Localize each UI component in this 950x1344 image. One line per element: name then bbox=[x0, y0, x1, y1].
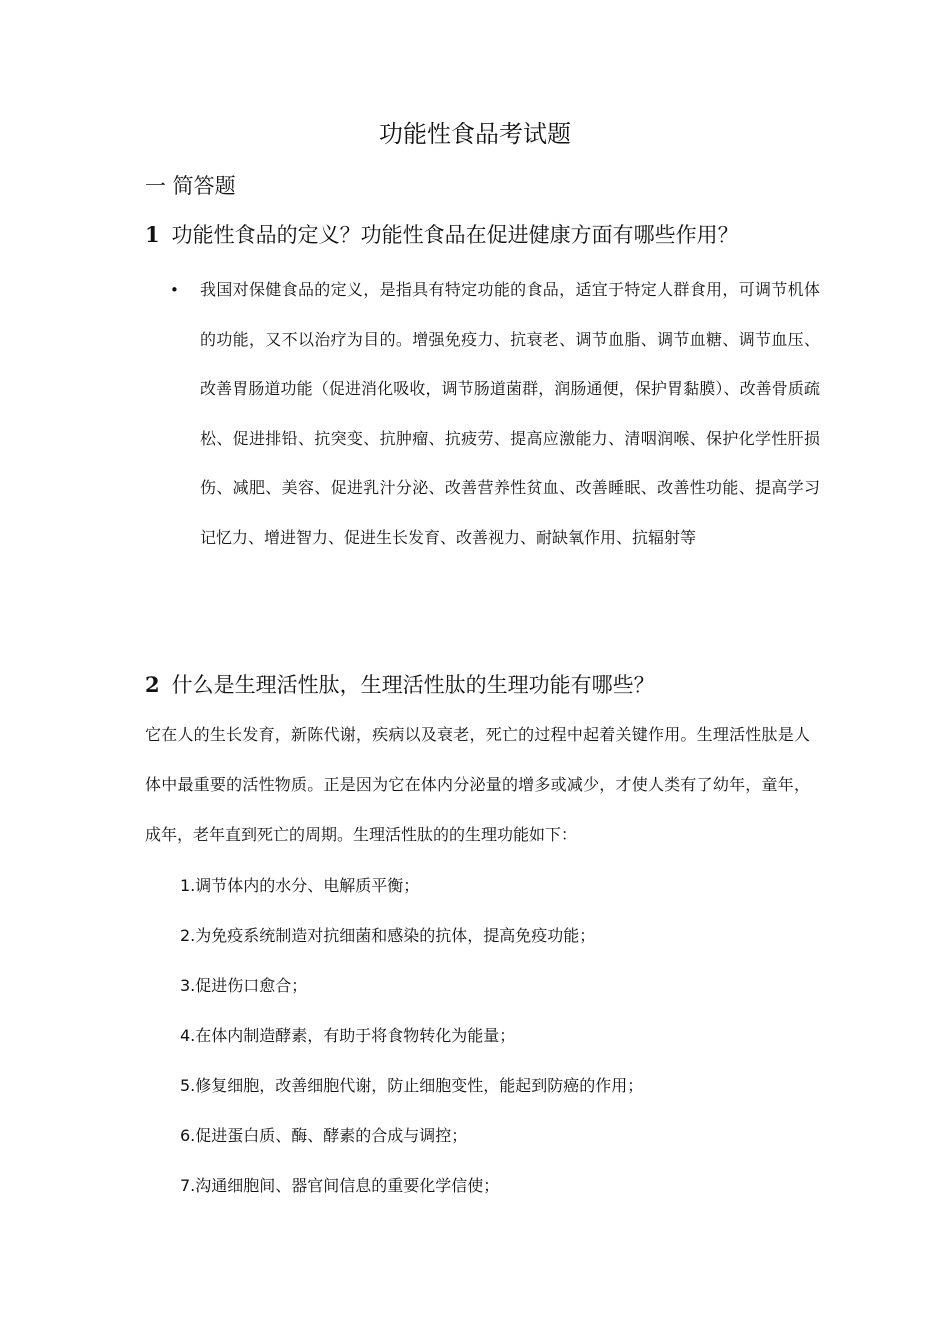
document-title: 功能性食品考试题 bbox=[379, 120, 571, 148]
question-1-number: 1 bbox=[145, 222, 160, 247]
question-1-answer bbox=[170, 265, 820, 562]
function-list bbox=[180, 861, 643, 1211]
list-item: 1.调节体内的水分、电解质平衡； bbox=[180, 876, 420, 895]
list-item: 4.在体内制造酵素，有助于将食物转化为能量； bbox=[180, 1026, 516, 1045]
question-2 bbox=[145, 671, 655, 699]
list-item: 5.修复细胞，改善细胞代谢，防止细胞变性，能起到防癌的作用； bbox=[180, 1076, 644, 1095]
bullet-icon: • bbox=[170, 281, 179, 299]
question-1-text: 功能性食品的定义？功能性食品在促进健康方面有哪些作用？ bbox=[171, 223, 739, 247]
question-2-text: 什么是生理活性肽，生理活性肽的生理功能有哪些？ bbox=[171, 673, 655, 697]
list-item: 3.促进伤口愈合； bbox=[180, 976, 308, 995]
list-item: 6.促进蛋白质、酶、酵素的合成与调控； bbox=[180, 1126, 468, 1145]
question-1 bbox=[145, 221, 739, 249]
list-item: 2.为免疫系统制造对抗细菌和感染的抗体，提高免疫功能； bbox=[180, 926, 596, 945]
list-item: 7.沟通细胞间、器官间信息的重要化学信使； bbox=[180, 1176, 500, 1195]
section-heading: 一 简答题 bbox=[145, 174, 236, 198]
question-2-number: 2 bbox=[145, 672, 160, 697]
question-1-answer-text: 我国对保健食品的定义，是指具有特定功能的食品，适宜于特定人群食用，可调节机体的功能，又不以治疗为目的。增强免疫力、抗衰老、调节血脂、调节血糖、调节血压、改善胃肠道功能（促进消化吸收，调节肠道菌群，润肠通便，保护胃黏膜）、改善骨质疏松、促进排铅、抗突变、抗肿瘤、抗疲劳、提高应激能力、清咽润喉、保护化学性肝损伤、减肥、美容、促进乳汁分泌、改善营养性贫血、改善睡眠、改善性功能、提高学习记忆力、增进智力、促进生长发育、改善视力、耐缺氧作用、抗辐射等 bbox=[200, 280, 820, 547]
question-2-answer-intro: 它在人的生长发育，新陈代谢，疾病以及衰老，死亡的过程中起着关键作用。生理活性肽是人体中最重要的活性物质。正是因为它在体内分泌量的增多或减少，才使人类有了幼年，童年，成年，老年直到死亡的周期。生理活性肽的的生理功能如下： bbox=[145, 725, 810, 844]
